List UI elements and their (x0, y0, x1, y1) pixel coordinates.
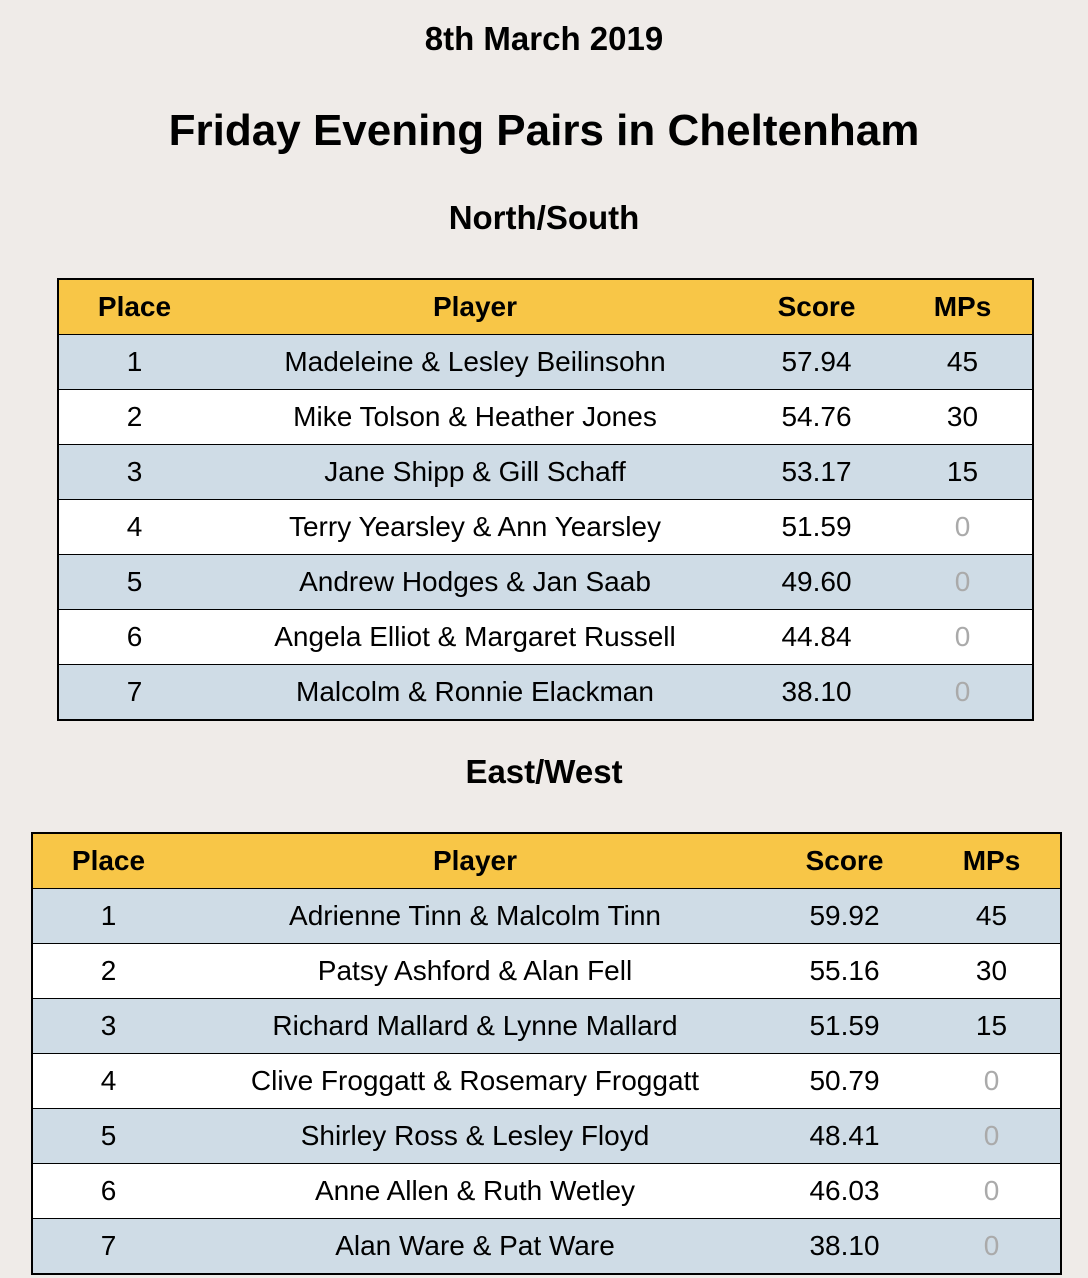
cell-mps: 45 (893, 335, 1033, 390)
table-row (58, 500, 1033, 555)
cell-place: 2 (32, 944, 184, 999)
column-header-score: Score (777, 291, 856, 322)
cell-player: Adrienne Tinn & Malcolm Tinn (184, 889, 766, 944)
cell-place: 5 (58, 555, 210, 610)
cell-mps: 45 (923, 889, 1061, 944)
column-header-player: Player (432, 291, 518, 322)
table-row (32, 944, 1061, 999)
cell-mps: 0 (893, 665, 1033, 721)
cell-score: 38.10 (740, 665, 893, 721)
table-row (32, 1164, 1061, 1219)
column-header-place: Place (97, 291, 172, 322)
table-row (32, 1219, 1061, 1275)
table-row (32, 889, 1061, 944)
cell-score: 55.16 (766, 944, 923, 999)
cell-place: 7 (58, 665, 210, 721)
cell-place: 4 (32, 1054, 184, 1109)
table-header-row (58, 279, 1033, 335)
table-row (58, 335, 1033, 390)
section-title-north-south: North/South (448, 199, 640, 236)
cell-player: Clive Froggatt & Rosemary Froggatt (184, 1054, 766, 1109)
cell-score: 46.03 (766, 1164, 923, 1219)
cell-score: 50.79 (766, 1054, 923, 1109)
cell-score: 57.94 (740, 335, 893, 390)
cell-place: 1 (32, 889, 184, 944)
cell-mps: 0 (893, 610, 1033, 665)
cell-mps: 0 (893, 555, 1033, 610)
results-table-north-south (57, 278, 1034, 721)
cell-place: 2 (58, 390, 210, 445)
table-row (32, 999, 1061, 1054)
cell-player: Alan Ware & Pat Ware (184, 1219, 766, 1275)
cell-score: 53.17 (740, 445, 893, 500)
cell-player: Malcolm & Ronnie Elackman (210, 665, 740, 721)
table-row (32, 1054, 1061, 1109)
table-row (58, 610, 1033, 665)
cell-place: 6 (32, 1164, 184, 1219)
cell-mps: 30 (923, 944, 1061, 999)
column-header-mps: MPs (933, 291, 992, 322)
cell-player: Patsy Ashford & Alan Fell (184, 944, 766, 999)
cell-place: 5 (32, 1109, 184, 1164)
cell-mps: 0 (923, 1219, 1061, 1275)
cell-score: 51.59 (766, 999, 923, 1054)
column-header-player: Player (432, 845, 518, 876)
cell-player: Shirley Ross & Lesley Floyd (184, 1109, 766, 1164)
cell-score: 38.10 (766, 1219, 923, 1275)
cell-place: 3 (32, 999, 184, 1054)
cell-place: 7 (32, 1219, 184, 1275)
results-table-east-west (31, 832, 1062, 1275)
cell-place: 4 (58, 500, 210, 555)
event-date: 8th March 2019 (424, 20, 664, 57)
cell-place: 6 (58, 610, 210, 665)
cell-mps: 15 (893, 445, 1033, 500)
cell-place: 1 (58, 335, 210, 390)
cell-score: 49.60 (740, 555, 893, 610)
column-header-mps: MPs (962, 845, 1021, 876)
cell-score: 54.76 (740, 390, 893, 445)
cell-mps: 0 (923, 1164, 1061, 1219)
column-header-score: Score (805, 845, 884, 876)
cell-mps: 15 (923, 999, 1061, 1054)
cell-mps: 30 (893, 390, 1033, 445)
table-row (58, 555, 1033, 610)
section-title-east-west: East/West (465, 753, 623, 790)
cell-score: 59.92 (766, 889, 923, 944)
cell-player: Madeleine & Lesley Beilinsohn (210, 335, 740, 390)
cell-player: Jane Shipp & Gill Schaff (210, 445, 740, 500)
cell-place: 3 (58, 445, 210, 500)
table-header-row (32, 833, 1061, 889)
cell-player: Angela Elliot & Margaret Russell (210, 610, 740, 665)
cell-mps: 0 (893, 500, 1033, 555)
cell-score: 48.41 (766, 1109, 923, 1164)
table-row (58, 390, 1033, 445)
table-row (58, 445, 1033, 500)
cell-player: Andrew Hodges & Jan Saab (210, 555, 740, 610)
table-row (32, 1109, 1061, 1164)
column-header-place: Place (71, 845, 146, 876)
cell-player: Richard Mallard & Lynne Mallard (184, 999, 766, 1054)
table-row (58, 665, 1033, 721)
cell-player: Anne Allen & Ruth Wetley (184, 1164, 766, 1219)
cell-player: Terry Yearsley & Ann Yearsley (210, 500, 740, 555)
cell-mps: 0 (923, 1054, 1061, 1109)
cell-score: 51.59 (740, 500, 893, 555)
cell-score: 44.84 (740, 610, 893, 665)
cell-mps: 0 (923, 1109, 1061, 1164)
page-title: Friday Evening Pairs in Cheltenham (168, 106, 920, 155)
cell-player: Mike Tolson & Heather Jones (210, 390, 740, 445)
